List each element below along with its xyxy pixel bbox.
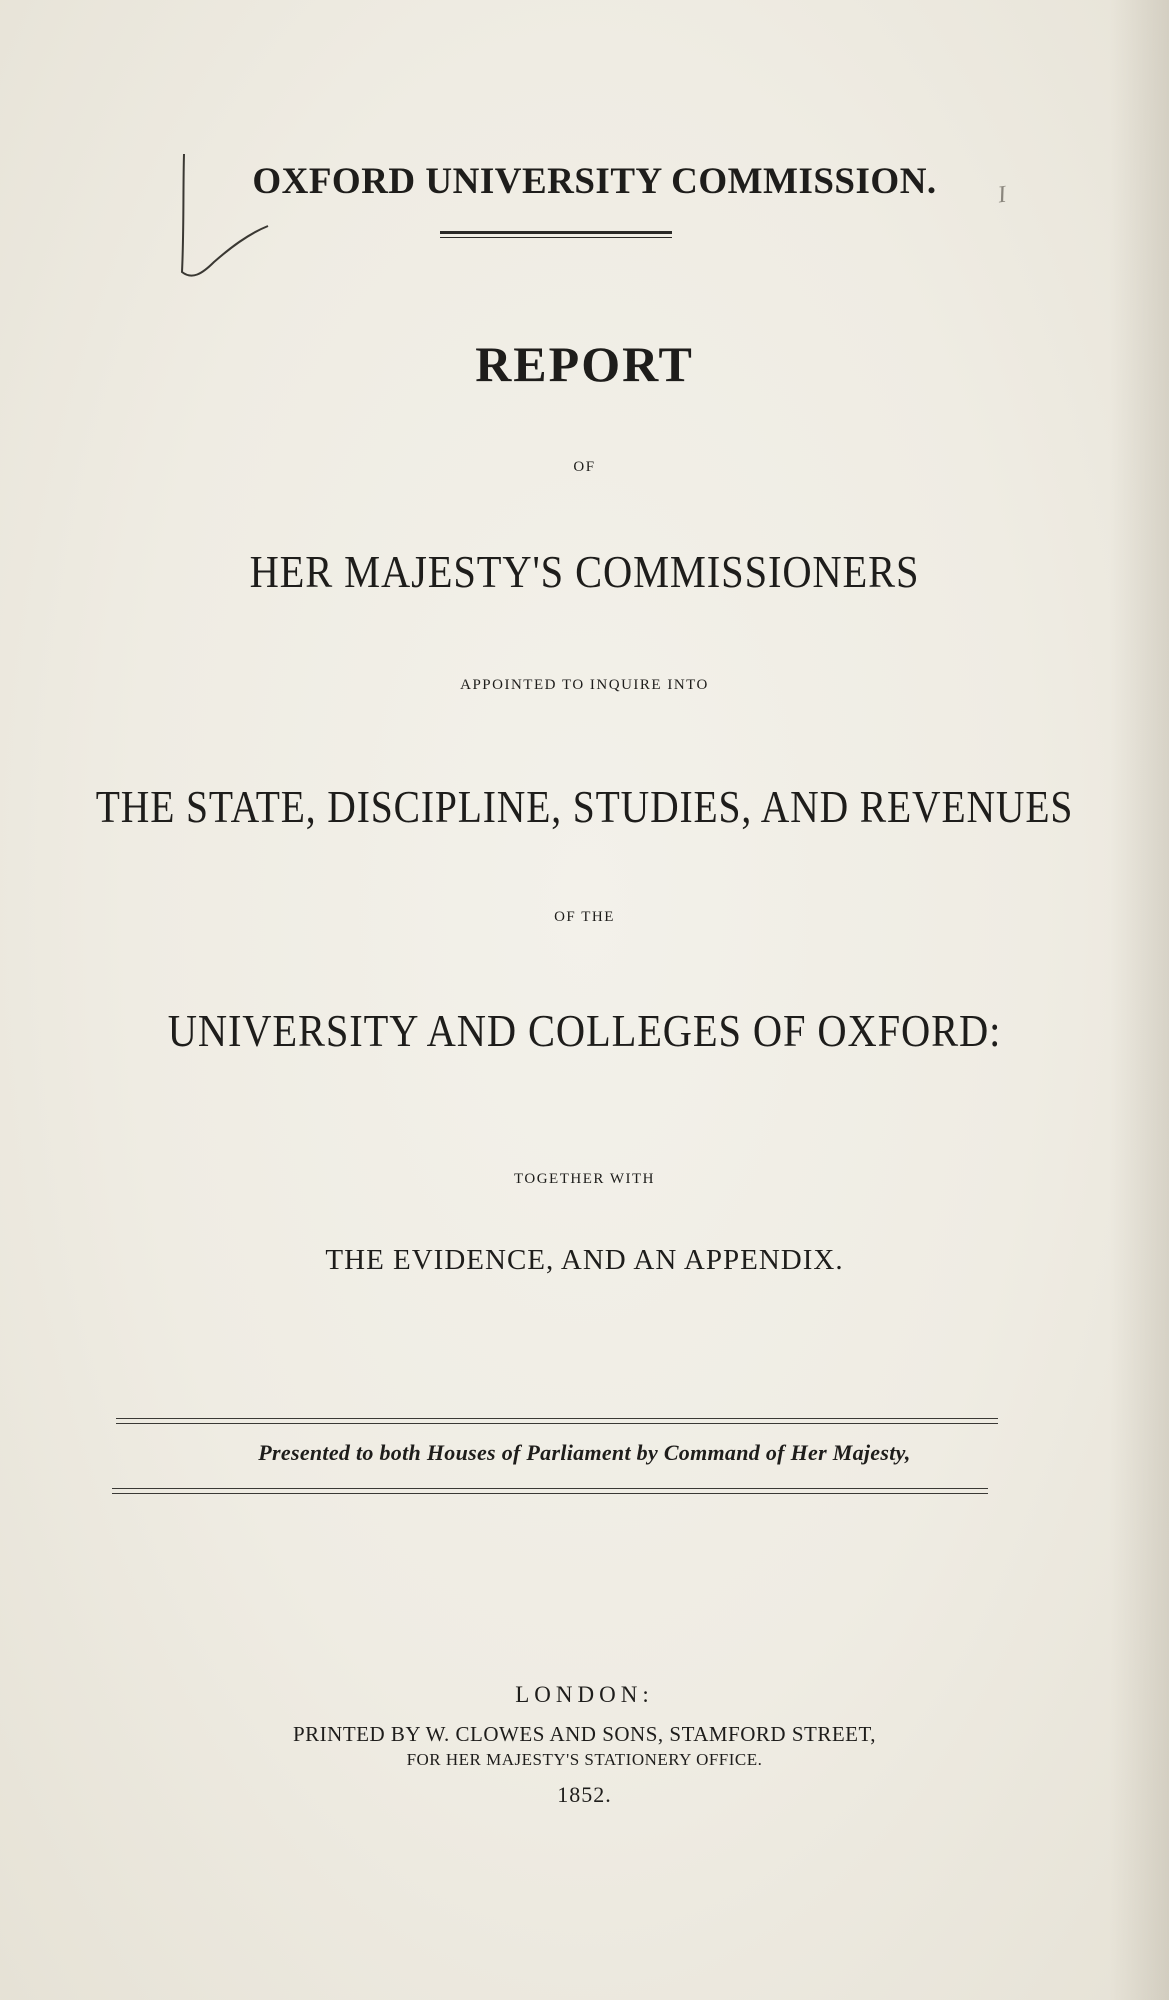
subject-line: THE STATE, DISCIPLINE, STUDIES, AND REVENUES (95, 781, 1074, 832)
presented-rule-bottom (112, 1488, 988, 1494)
presented-rule-top (116, 1418, 998, 1424)
commission-heading: OXFORD UNIVERSITY COMMISSION. (252, 161, 937, 202)
appointed-line: APPOINTED TO INQUIRE INTO (460, 677, 709, 693)
imprint-year: 1852. (557, 1782, 612, 1807)
together-with-line: TOGETHER WITH (513, 1171, 655, 1187)
evidence-line: THE EVIDENCE, AND AN APPENDIX. (325, 1244, 844, 1276)
presented-line: Presented to both Houses of Parliament by Command of Her Majesty, (258, 1440, 911, 1465)
imprint-office: FOR HER MAJESTY'S STATIONERY OFFICE. (406, 1750, 763, 1769)
report-title: REPORT (475, 336, 694, 392)
commissioners-line: HER MAJESTY'S COMMISSIONERS (249, 546, 920, 597)
pencil-annotation: I (996, 181, 1008, 209)
imprint-printer: PRINTED BY W. CLOWES AND SONS, STAMFORD STREET, (292, 1722, 877, 1746)
of-connector: OF (573, 459, 596, 475)
university-line: UNIVERSITY AND COLLEGES OF OXFORD: (167, 1005, 1002, 1056)
imprint-city: LONDON: (515, 1682, 654, 1707)
heading-rule (440, 231, 672, 238)
of-the-connector: OF THE (554, 909, 615, 925)
